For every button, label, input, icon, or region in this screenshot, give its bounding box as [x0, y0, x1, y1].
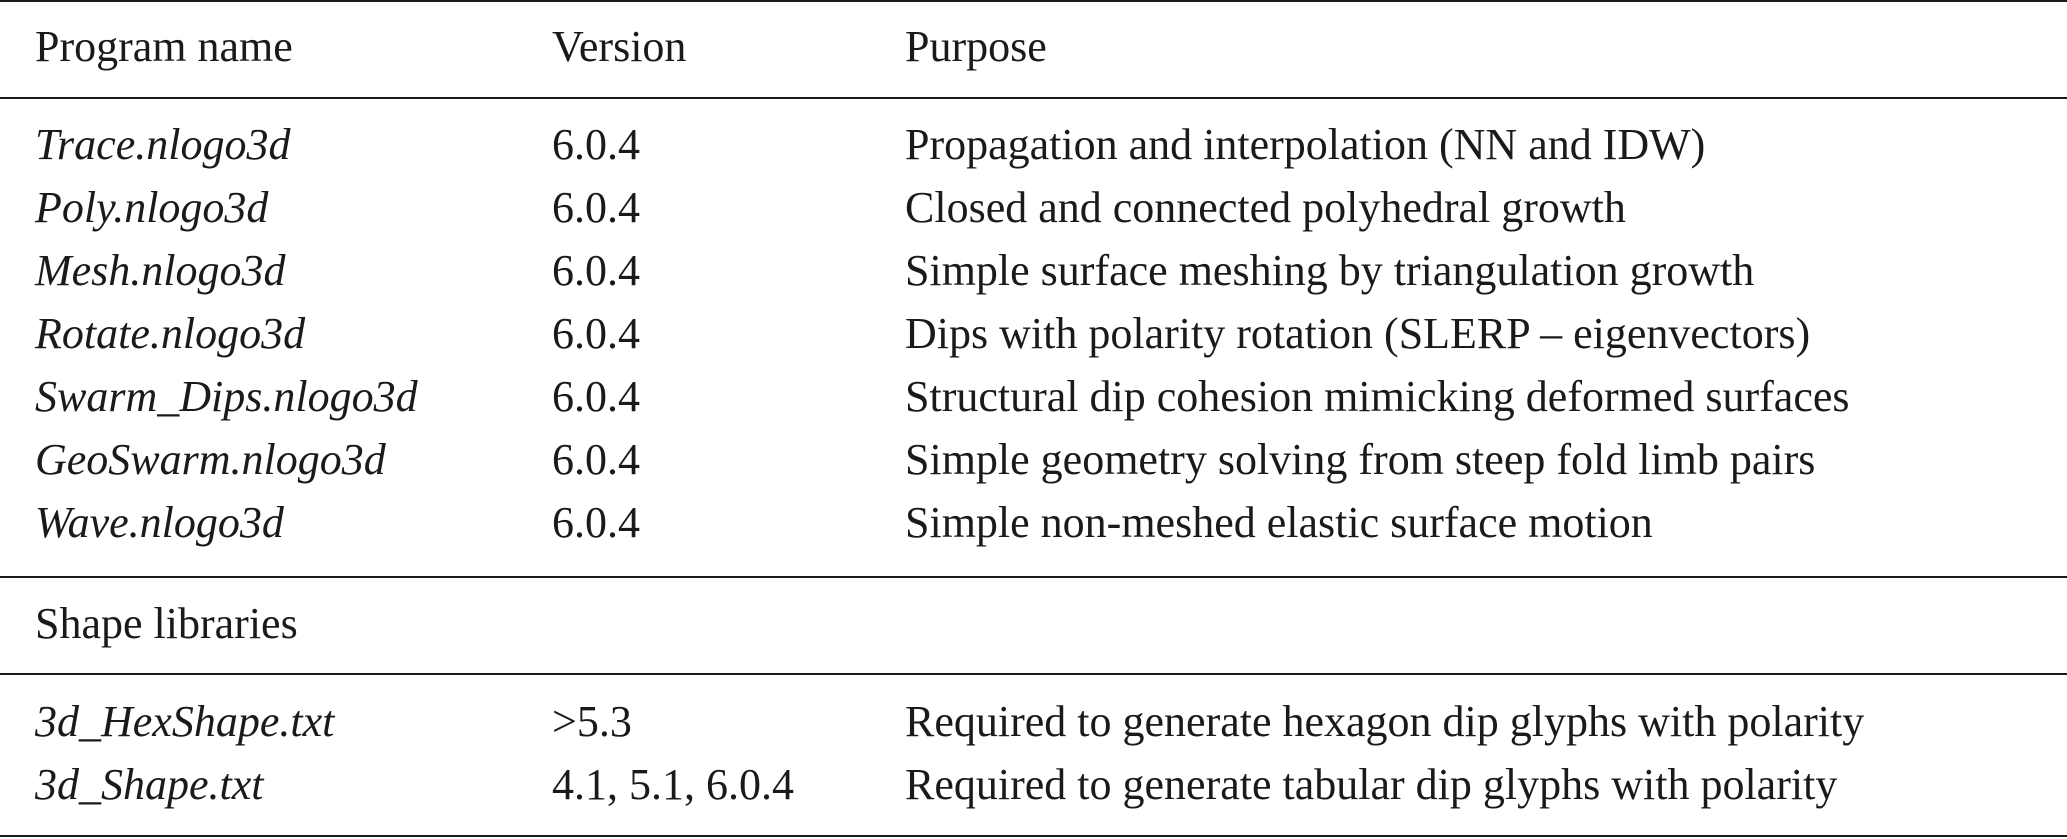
section-top-rule — [0, 576, 2067, 578]
library-purpose: Required to generate tabular dip glyphs with polarity — [905, 760, 1838, 809]
library-version: 4.1, 5.1, 6.0.4 — [552, 760, 794, 809]
header-program-name: Program name — [35, 22, 293, 71]
program-purpose: Closed and connected polyhedral growth — [905, 183, 1626, 232]
program-version: 6.0.4 — [552, 120, 640, 169]
program-version: 6.0.4 — [552, 246, 640, 295]
program-version: 6.0.4 — [552, 498, 640, 547]
program-purpose: Simple non-meshed elastic surface motion — [905, 498, 1653, 547]
program-name: Mesh.nlogo3d — [35, 246, 286, 295]
program-name: Wave.nlogo3d — [35, 498, 284, 547]
program-version: 6.0.4 — [552, 372, 640, 421]
bottom-rule — [0, 835, 2067, 837]
program-purpose: Simple surface meshing by triangulation growth — [905, 246, 1755, 295]
program-purpose: Propagation and interpolation (NN and IDW) — [905, 120, 1706, 169]
section-bottom-rule — [0, 673, 2067, 675]
header-version: Version — [552, 22, 687, 71]
header-purpose: Purpose — [905, 22, 1047, 71]
top-rule — [0, 0, 2067, 2]
library-version: >5.3 — [552, 697, 632, 746]
library-purpose: Required to generate hexagon dip glyphs with polarity — [905, 697, 1865, 746]
library-name: 3d_HexShape.txt — [35, 697, 335, 746]
program-version: 6.0.4 — [552, 183, 640, 232]
section-label-shape-libraries: Shape libraries — [35, 599, 298, 648]
program-version: 6.0.4 — [552, 435, 640, 484]
library-name: 3d_Shape.txt — [35, 760, 264, 809]
header-rule — [0, 97, 2067, 99]
program-name: Trace.nlogo3d — [35, 120, 291, 169]
program-name: Swarm_Dips.nlogo3d — [35, 372, 418, 421]
program-name: Rotate.nlogo3d — [35, 309, 306, 358]
program-purpose: Dips with polarity rotation (SLERP – eigenvectors) — [905, 309, 1811, 358]
program-purpose: Simple geometry solving from steep fold limb pairs — [905, 435, 1816, 484]
program-purpose: Structural dip cohesion mimicking deformed surfaces — [905, 372, 1850, 421]
program-name: GeoSwarm.nlogo3d — [35, 435, 386, 484]
program-name: Poly.nlogo3d — [35, 183, 269, 232]
program-version: 6.0.4 — [552, 309, 640, 358]
